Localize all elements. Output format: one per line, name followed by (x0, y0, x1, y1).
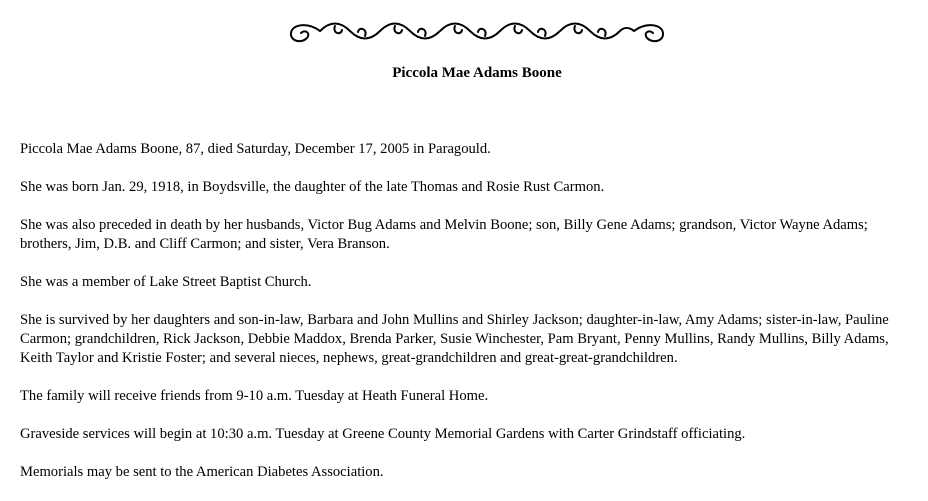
paragraph-death-notice: Piccola Mae Adams Boone, 87, died Saturday, December 17, 2005 in Paragould. (20, 141, 491, 157)
paragraph-birth: She was born Jan. 29, 1918, in Boydsville, the daughter of the late Thomas and Rosie Rust Carmon. (20, 179, 605, 195)
paragraph-services: Graveside services will begin at 10:30 a.m. Tuesday at Greene County Memorial Gardens with Carter Grindstaff officiating. (20, 426, 746, 442)
paragraph-church-membership: She was a member of Lake Street Baptist Church. (20, 274, 312, 290)
scroll-flourish-divider-icon (286, 18, 668, 48)
paragraph-visitation: The family will receive friends from 9-10 a.m. Tuesday at Heath Funeral Home. (20, 388, 489, 404)
paragraph-survivors: She is survived by her daughters and son-in-law, Barbara and John Mullins and Shirley Jackson; daughter-in-law, Amy Adams; sister-in-law, Pauline Carmon; grandchildren, Rick Jackson, Debbie Maddox, Brenda Parker, Susie Winchester, Pam Bryant, Penny Mullins, Randy Mullins, Billy Adams, Keith Taylor and Kristie Foster; and several nieces, nephews, great-grandchildren and great-great-grandchildren. (20, 312, 889, 366)
paragraph-preceded-in-death: She was also preceded in death by her husbands, Victor Bug Adams and Melvin Boone; son, Billy Gene Adams; grandson, Victor Wayne Adams; brothers, Jim, D.B. and Cliff Carmon; and sister, Vera Branson. (20, 217, 868, 252)
page-title: Piccola Mae Adams Boone (392, 65, 562, 81)
paragraph-memorials: Memorials may be sent to the American Diabetes Association. (20, 464, 384, 480)
obituary-body (20, 140, 920, 501)
